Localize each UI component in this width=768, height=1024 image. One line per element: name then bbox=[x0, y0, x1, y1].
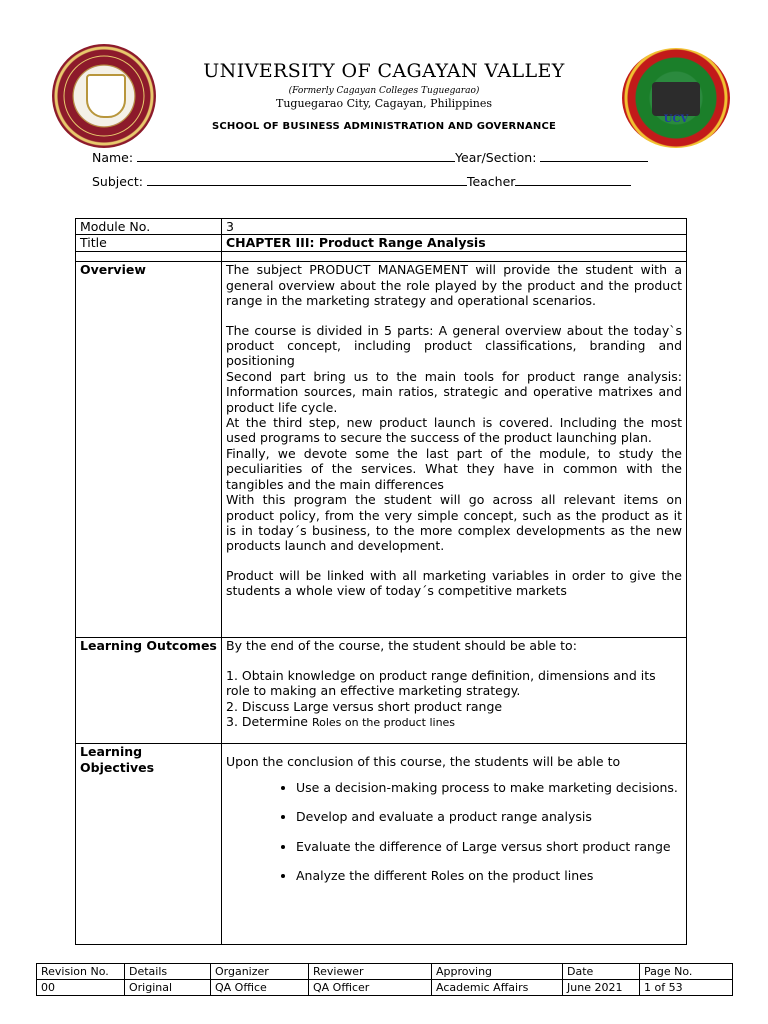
teacher-field[interactable] bbox=[515, 173, 631, 186]
overview-para: With this program the student will go across all relevant items on product policy, from the very simple concept, such as the product as it is in today´s business, to the more complex developments as the new products launch and development. bbox=[226, 492, 682, 554]
subject-label: Subject: bbox=[92, 174, 143, 189]
page-header: Page No. bbox=[640, 964, 733, 980]
revision-header-row bbox=[37, 964, 733, 980]
formerly-name: (Formerly Cagayan Colleges Tuguegarao) bbox=[288, 86, 480, 96]
university-city: Tuguegarao City, Cagayan, Philippines bbox=[276, 97, 492, 110]
approving-value: Academic Affairs bbox=[432, 980, 563, 996]
outcomes-cell bbox=[222, 638, 687, 744]
reviewer-value: QA Officer bbox=[309, 980, 432, 996]
revision-table bbox=[36, 963, 733, 996]
year-section-field[interactable] bbox=[540, 149, 648, 162]
date-header: Date bbox=[563, 964, 640, 980]
outcome-item: 3. Determine Roles on the product lines bbox=[226, 714, 456, 730]
objectives-label: Learning Objectives bbox=[76, 744, 222, 945]
organizer-value: QA Office bbox=[211, 980, 309, 996]
objective-item: • Develop and evaluate a product range analysis bbox=[296, 809, 682, 825]
name-label: Name: bbox=[92, 150, 134, 165]
university-name: UNIVERSITY OF CAGAYAN VALLEY bbox=[203, 60, 565, 82]
overview-label: Overview bbox=[76, 262, 222, 638]
objectives-intro: Upon the conclusion of this course, the students will be able to bbox=[226, 754, 621, 770]
details-value: Original bbox=[125, 980, 211, 996]
overview-para: The subject PRODUCT MANAGEMENT will provide the student with a general overview about the role played by the product and the product range in the marketing strategy and operational scenarios. bbox=[226, 262, 682, 309]
module-title: CHAPTER III: Product Range Analysis bbox=[222, 235, 687, 252]
objective-item: • Evaluate the difference of Large versus short product range bbox=[296, 839, 682, 855]
outcome-item: 1. Obtain knowledge on product range definition, dimensions and its role to making an effective marketing strategy. bbox=[226, 667, 656, 699]
teacher-label: Teacher bbox=[466, 174, 516, 189]
objectives-list bbox=[226, 780, 682, 884]
year-section-label: Year/Section: bbox=[455, 150, 537, 165]
outcomes-label: Learning Outcomes bbox=[76, 638, 222, 744]
school-name: SCHOOL OF BUSINESS ADMINISTRATION AND GOVERNANCE bbox=[211, 121, 557, 132]
overview-para: At the third step, new product launch is covered. Including the most used programs to secure the success of the product launching plan. bbox=[226, 415, 682, 446]
overview-para: Second part bring us to the main tools for product range analysis: Information sources, main ratios, strategic and operative matrixes and product life cycle. bbox=[226, 368, 682, 415]
objective-item: • Use a decision-making process to make marketing decisions. bbox=[296, 780, 682, 796]
subject-field[interactable] bbox=[147, 173, 467, 186]
revision-value-row bbox=[37, 980, 733, 996]
reviewer-header: Reviewer bbox=[309, 964, 432, 980]
revision-value: 00 bbox=[37, 980, 125, 996]
subject-teacher-row bbox=[92, 173, 631, 189]
name-field[interactable] bbox=[137, 149, 455, 162]
overview-para: Product will be linked with all marketing variables in order to give the students a whole view of today´s competitive markets bbox=[226, 567, 682, 599]
module-table bbox=[75, 218, 687, 945]
details-header: Details bbox=[125, 964, 211, 980]
overview-para: The course is divided in 5 parts: A general overview about the today`s product concept, including product classifications, branding and positioning bbox=[226, 322, 682, 369]
school-seal-text: UCV bbox=[663, 114, 689, 125]
module-no-value: 3 bbox=[222, 219, 687, 235]
overview-text bbox=[222, 262, 687, 638]
outcomes-intro: By the end of the course, the student should be able to: bbox=[226, 638, 577, 654]
date-value: June 2021 bbox=[563, 980, 640, 996]
revision-header: Revision No. bbox=[37, 964, 125, 980]
name-year-row bbox=[92, 149, 648, 165]
organizer-header: Organizer bbox=[211, 964, 309, 980]
overview-para: Finally, we devote some the last part of the module, to study the peculiarities of the services. What they have in common with the tangibles and the main differences bbox=[226, 445, 682, 492]
objectives-cell bbox=[222, 744, 687, 945]
objective-item: • Analyze the different Roles on the product lines bbox=[296, 868, 682, 884]
module-no-label: Module No. bbox=[76, 219, 222, 235]
approving-header: Approving bbox=[432, 964, 563, 980]
title-label: Title bbox=[76, 235, 222, 252]
outcome-item: 2. Discuss Large versus short product range bbox=[226, 698, 503, 714]
page-value: 1 of 53 bbox=[640, 980, 733, 996]
